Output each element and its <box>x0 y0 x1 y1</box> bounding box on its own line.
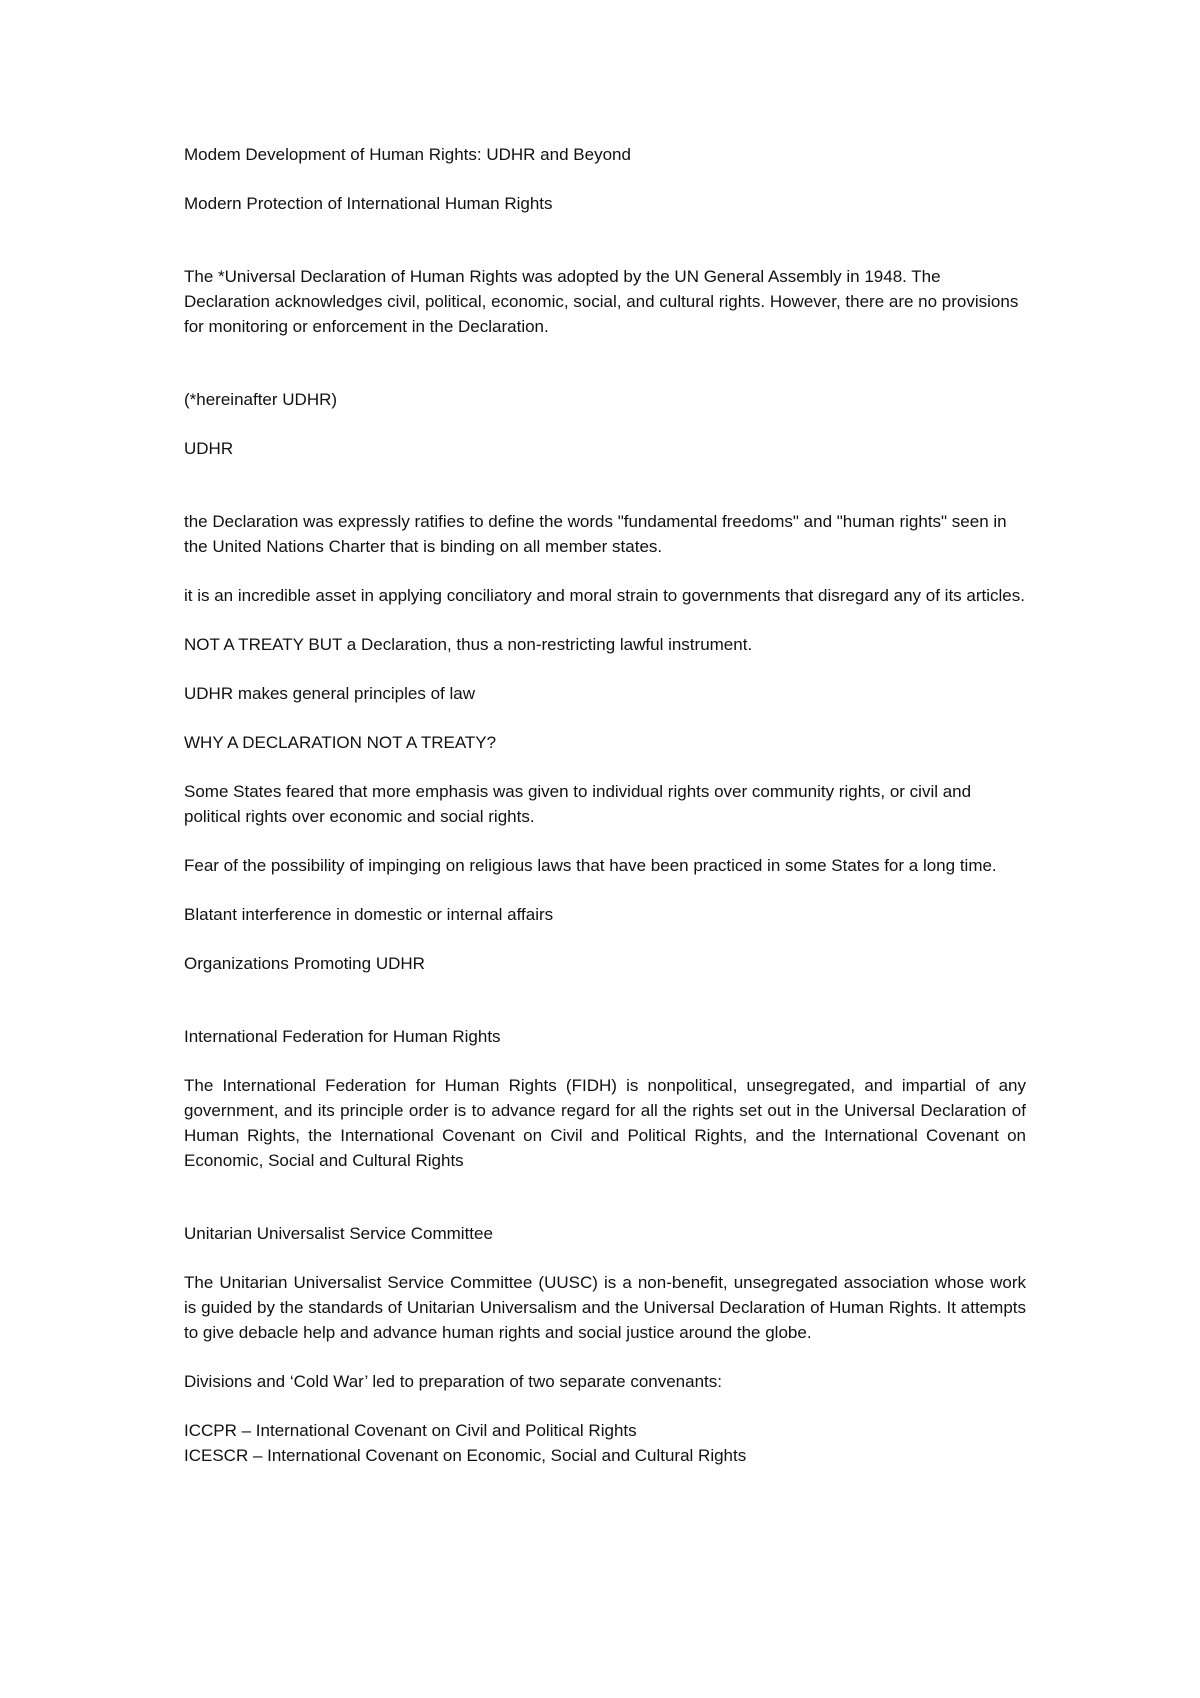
feared-paragraph: Some States feared that more emphasis was given to individual rights over community rights, or civil and political rights over economic and social rights. <box>184 782 972 826</box>
asset-paragraph: it is an incredible asset in applying conciliatory and moral strain to governments that disregard any of its articles. <box>184 586 1025 605</box>
intro-paragraph: The *Universal Declaration of Human Rights was adopted by the UN General Assembly in 1948. The Declaration acknowledges civil, political, economic, social, and cultural rights. However, there are no provisions for monitoring or enforcement in the Declaration. <box>184 267 1019 336</box>
covenant-list <box>184 1418 1026 1468</box>
fidh-paragraph: The International Federation for Human Rights (FIDH) is nonpolitical, unsegregated, and impartial of any government, and its principle order is to advance regard for all the rights set out in the Universal Declaration of Human Rights, the International Covenant on Civil and Political Rights, and the International Covenant on Economic, Social and Cultural Rights <box>184 1076 1026 1170</box>
divisions-line: Divisions and ‘Cold War’ led to preparation of two separate convenants: <box>184 1372 722 1391</box>
fidh-heading: International Federation for Human Rights <box>184 1027 501 1046</box>
udhr-heading: UDHR <box>184 439 234 458</box>
why-heading: WHY A DECLARATION NOT A TREATY? <box>184 733 497 752</box>
uusc-paragraph: The Unitarian Universalist Service Committee (UUSC) is a non-benefit, unsegregated association whose work is guided by the standards of Unitarian Universalism and the Universal Declaration of Human Rights. It attempts to give debacle help and advance human rights and social justice around the globe. <box>184 1273 1026 1342</box>
not-treaty-line: NOT A TREATY BUT a Declaration, thus a non-restricting lawful instrument. <box>184 635 753 654</box>
document-subtitle: Modern Protection of International Human Rights <box>184 194 553 213</box>
uusc-heading: Unitarian Universalist Service Committee <box>184 1224 493 1243</box>
ratified-paragraph: the Declaration was expressly ratifies to define the words "fundamental freedoms" and "human rights" seen in the United Nations Charter that is binding on all member states. <box>184 512 1007 556</box>
orgs-heading: Organizations Promoting UDHR <box>184 954 425 973</box>
icescr-line: ICESCR – International Covenant on Economic, Social and Cultural Rights <box>184 1446 747 1465</box>
hereinafter-note: (*hereinafter UDHR) <box>184 390 338 409</box>
iccpr-line: ICCPR – International Covenant on Civil and Political Rights <box>184 1421 637 1440</box>
document-page <box>184 142 1026 1468</box>
general-principles-line: UDHR makes general principles of law <box>184 684 476 703</box>
fear-paragraph: Fear of the possibility of impinging on religious laws that have been practiced in some States for a long time. <box>184 856 997 875</box>
blatant-line: Blatant interference in domestic or internal affairs <box>184 905 554 924</box>
document-title: Modem Development of Human Rights: UDHR and Beyond <box>184 145 631 164</box>
